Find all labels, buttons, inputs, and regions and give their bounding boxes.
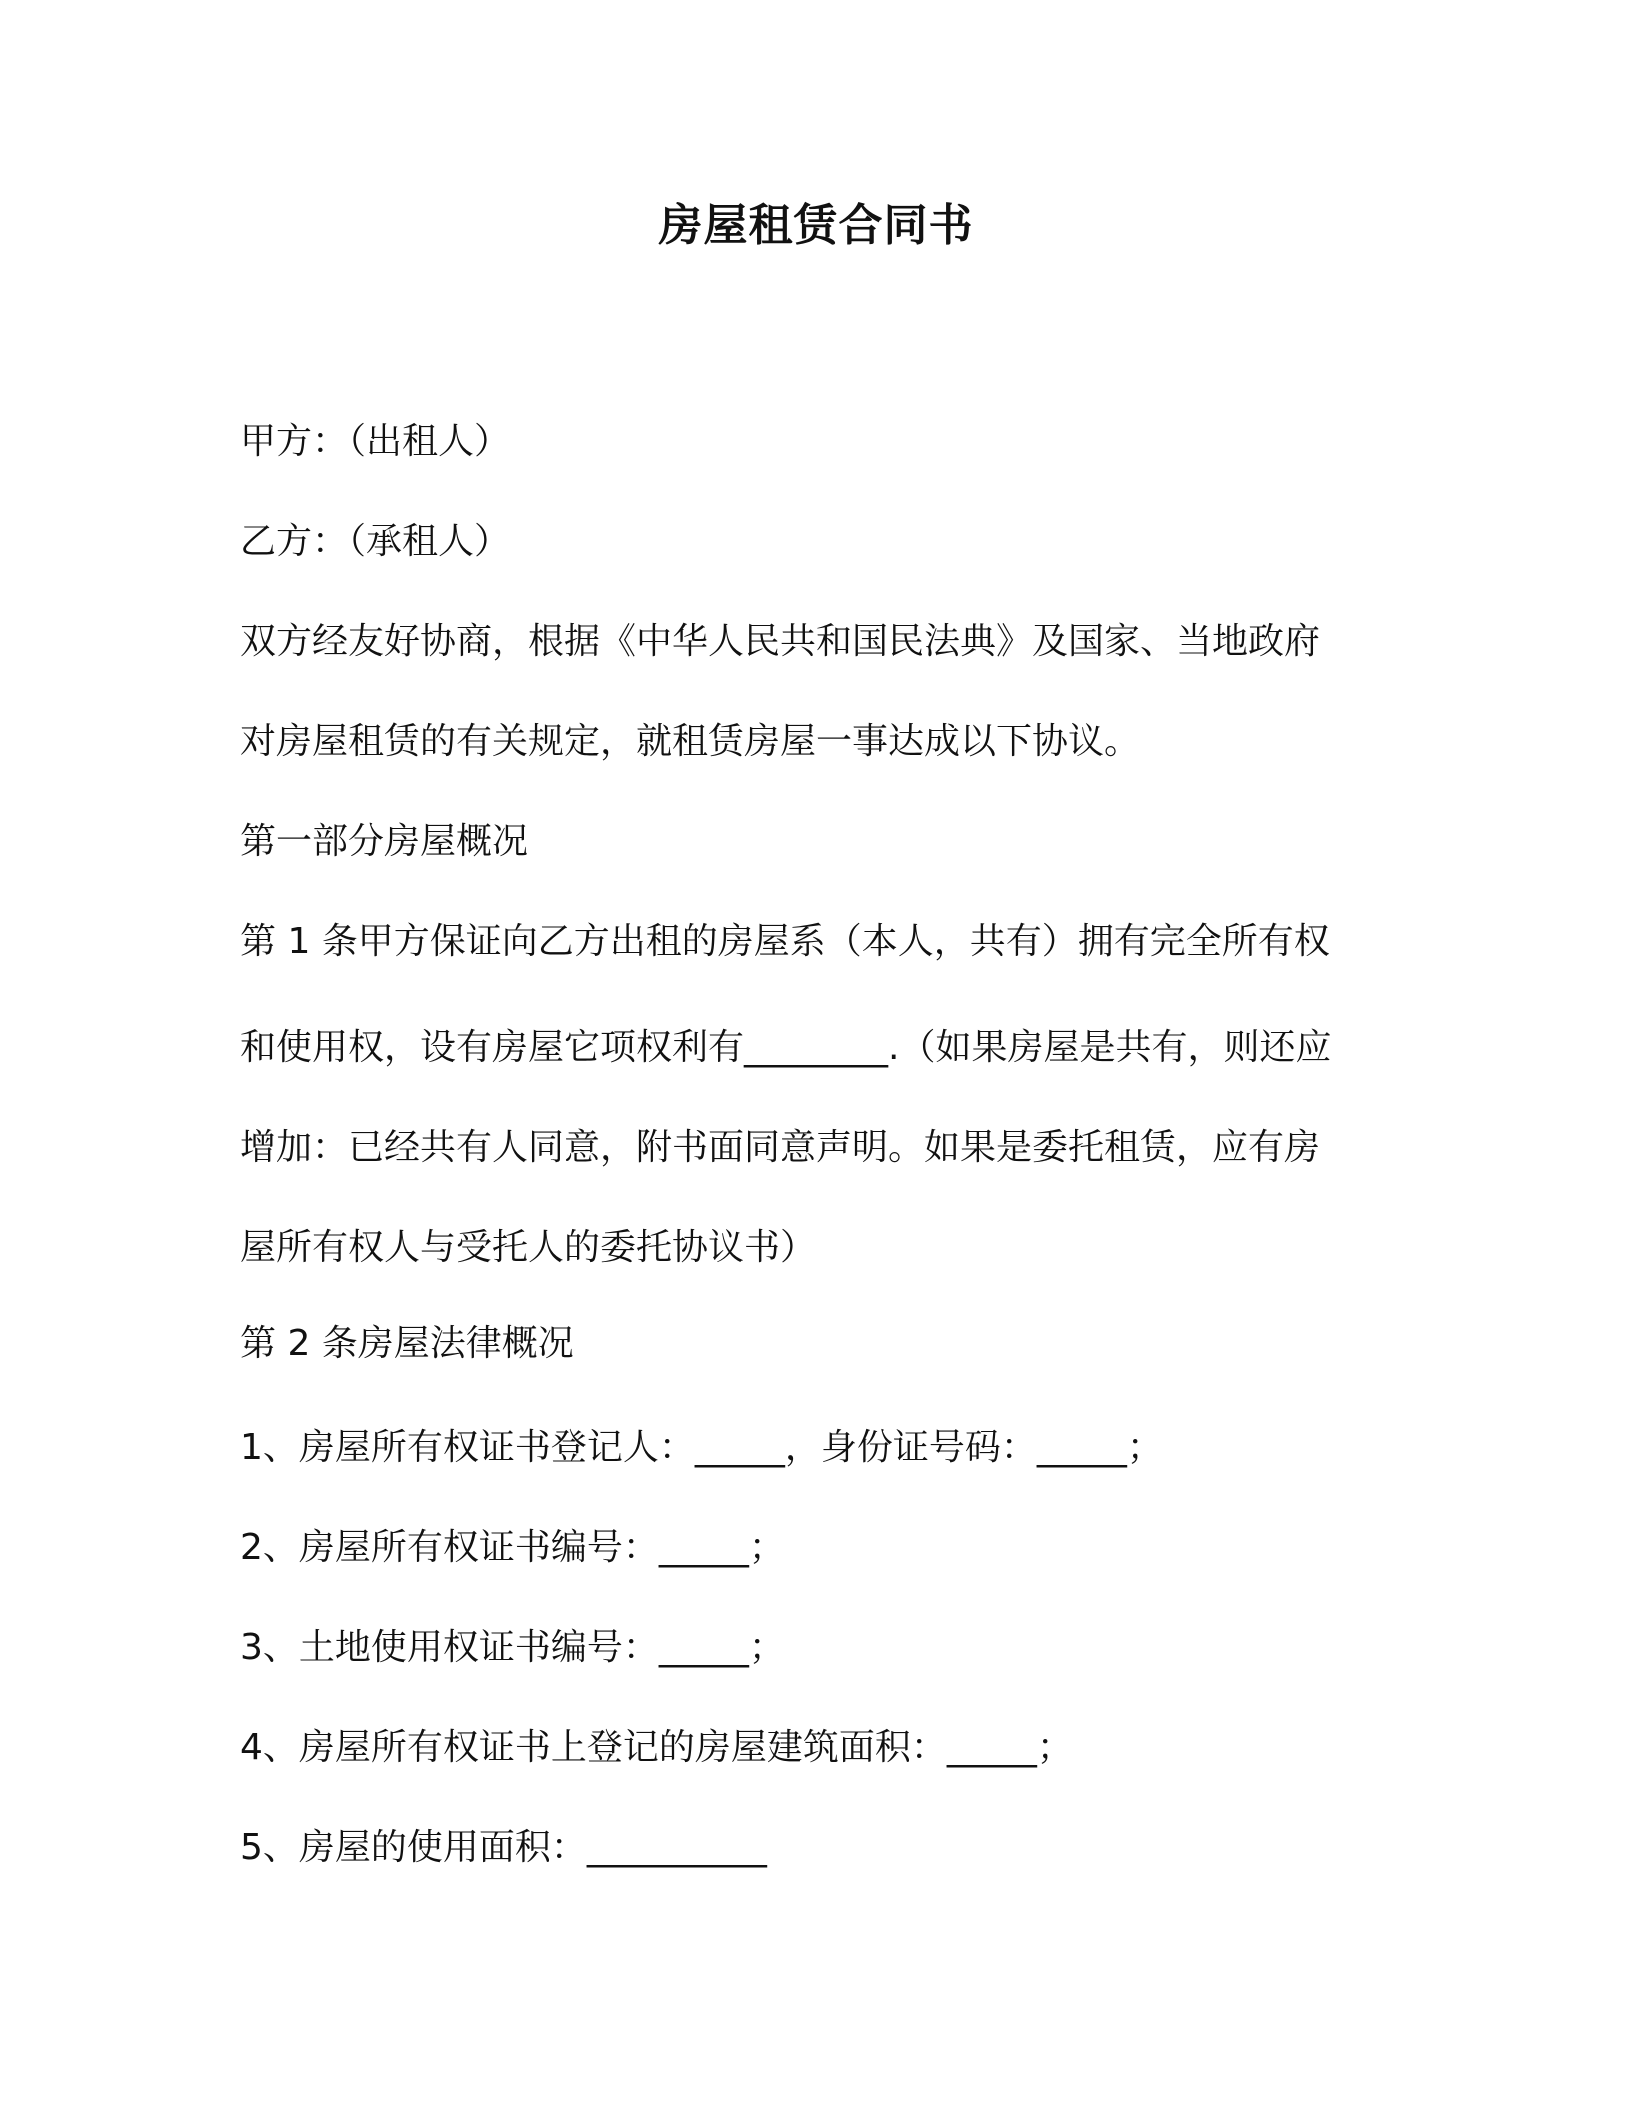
article-1-line-3: 增加：已经共有人同意，附书面同意声明。如果是委托租赁，应有房 — [240, 1127, 1321, 1168]
party-b-line: 乙方：（承租人） — [240, 521, 511, 562]
list-item-2: 2、房屋所有权证书编号：_____； — [240, 1527, 785, 1568]
intro-paragraph-line-1: 双方经友好协商，根据《中华人民共和国民法典》及国家、当地政府 — [240, 621, 1321, 662]
article-1-line-4: 屋所有权人与受托人的委托协议书） — [240, 1227, 817, 1268]
list-item-5: 5、房屋的使用面积：__________ — [240, 1827, 767, 1868]
list-item-1: 1、房屋所有权证书登记人：_____，身份证号码：_____； — [240, 1427, 1163, 1468]
article-2-heading: 第 2 条房屋法律概况 — [240, 1323, 574, 1364]
article-1-line-1: 第 1 条甲方保证向乙方出租的房屋系（本人，共有）拥有完全所有权 — [240, 921, 1330, 962]
article-1-line-2: 和使用权，设有房屋它项权利有________.（如果房屋是共有，则还应 — [240, 1027, 1332, 1068]
document-title: 房屋租赁合同书 — [658, 200, 974, 251]
party-a-line: 甲方：（出租人） — [240, 421, 511, 462]
list-item-4: 4、房屋所有权证书上登记的房屋建筑面积：_____； — [240, 1727, 1073, 1768]
section-heading-part-1: 第一部分房屋概况 — [240, 821, 529, 862]
intro-paragraph-line-2: 对房屋租赁的有关规定，就租赁房屋一事达成以下协议。 — [240, 721, 1141, 762]
list-item-3: 3、土地使用权证书编号：_____； — [240, 1627, 785, 1668]
